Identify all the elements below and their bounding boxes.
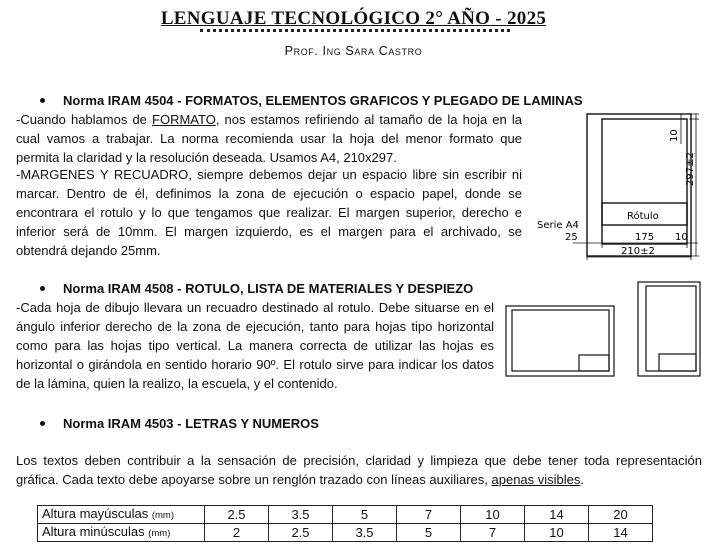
table-cell: 10 <box>461 506 525 524</box>
dim-total-width: 210±2 <box>621 246 655 257</box>
dim-left-margin: 25 <box>565 232 578 243</box>
author-line: Prof. Ing Sara Castro <box>284 44 423 58</box>
table-cell: 20 <box>589 506 653 524</box>
table-row <box>38 524 653 542</box>
bullet-icon <box>40 421 45 426</box>
vertical-sheet-diagram <box>637 281 701 377</box>
table-cell: 14 <box>589 524 653 542</box>
table-cell: 2.5 <box>269 524 333 542</box>
table-cell: 7 <box>397 506 461 524</box>
table-cell: 3.5 <box>333 524 397 542</box>
row-label: Altura minúsculas (mm) <box>38 524 205 542</box>
bullet-icon <box>40 286 45 291</box>
title-divider <box>200 29 510 32</box>
dim-top-margin: 10 <box>669 129 680 142</box>
horizontal-sheet-diagram <box>505 305 615 377</box>
rotulo-label: Rótulo <box>627 211 659 222</box>
paragraph-margenes: -MARGENES Y RECUADRO, siempre debemos dejar un espacio libre sin escribir ni marcar. Dentro de él, definimos la zona de ejecución o espacio papel, donde se encontrara el rotulo y lo que tengamos que realizar. El margen superior, derecho e inferior será de 10mm. El margen izquierdo, es el margen para el archivado, se obtendrá dejando 25mm. <box>16 167 522 258</box>
series-label: Serie A4 <box>537 220 579 231</box>
section-heading-iram-4504: Norma IRAM 4504 - FORMATOS, ELEMENTOS GRAFICOS Y PLEGADO DE LAMINAS <box>40 93 583 108</box>
paragraph-formato: -Cuando hablamos de FORMATO, nos estamos refiriendo al tamaño de la hoja en la cual vamos a trabajar. La norma recomienda usar la hoja del menor formato que permita la claridad y la resolución deseada. Usamos A4, 210x297. <box>16 112 522 165</box>
dim-inner-width: 175 <box>635 232 655 243</box>
rotulo-box <box>659 354 696 371</box>
rotulo-box <box>579 355 609 371</box>
page-title: LENGUAJE TECNOLÓGICO 2° AÑO - 2025 <box>160 8 547 29</box>
table-cell: 5 <box>397 524 461 542</box>
table-cell: 5 <box>333 506 397 524</box>
a4-format-diagram <box>533 100 703 272</box>
table-cell: 2 <box>205 524 269 542</box>
section-heading-iram-4508: Norma IRAM 4508 - ROTULO, LISTA DE MATERIALES Y DESPIEZO <box>40 281 473 296</box>
table-cell: 3.5 <box>269 506 333 524</box>
paragraph-rotulo: -Cada hoja de dibujo llevara un recuadro destinado al rotulo. Debe situarse en el ángulo inferior derecho de la zona de ejecución, tanto para hojas tipo horizontal como para las hojas tipo vertical. La manera correcta de utilizar las hojas es horizontal o girándola en sentido horario 90º. El rotulo sirve para indicar los datos de la lámina, quien la realizo, la escuela, y el contenido. <box>16 300 494 391</box>
table-row <box>38 506 653 524</box>
row-label: Altura mayúsculas (mm) <box>38 506 205 524</box>
dim-total-height: 297±2 <box>685 152 696 186</box>
table-cell: 2.5 <box>205 506 269 524</box>
table-cell: 14 <box>525 506 589 524</box>
table-cell: 10 <box>525 524 589 542</box>
section-heading-iram-4503: Norma IRAM 4503 - LETRAS Y NUMEROS <box>40 416 319 431</box>
dim-right-margin: 10 <box>675 232 688 243</box>
letter-heights-table <box>37 505 653 542</box>
table-cell: 7 <box>461 524 525 542</box>
bullet-icon <box>40 98 45 103</box>
paragraph-letras: Los textos deben contribuir a la sensación de precisión, claridad y limpieza que debe tener toda representación gráfica. Cada texto debe apoyarse sobre un renglón trazado con líneas auxiliares, apenas visibles. <box>16 453 702 487</box>
